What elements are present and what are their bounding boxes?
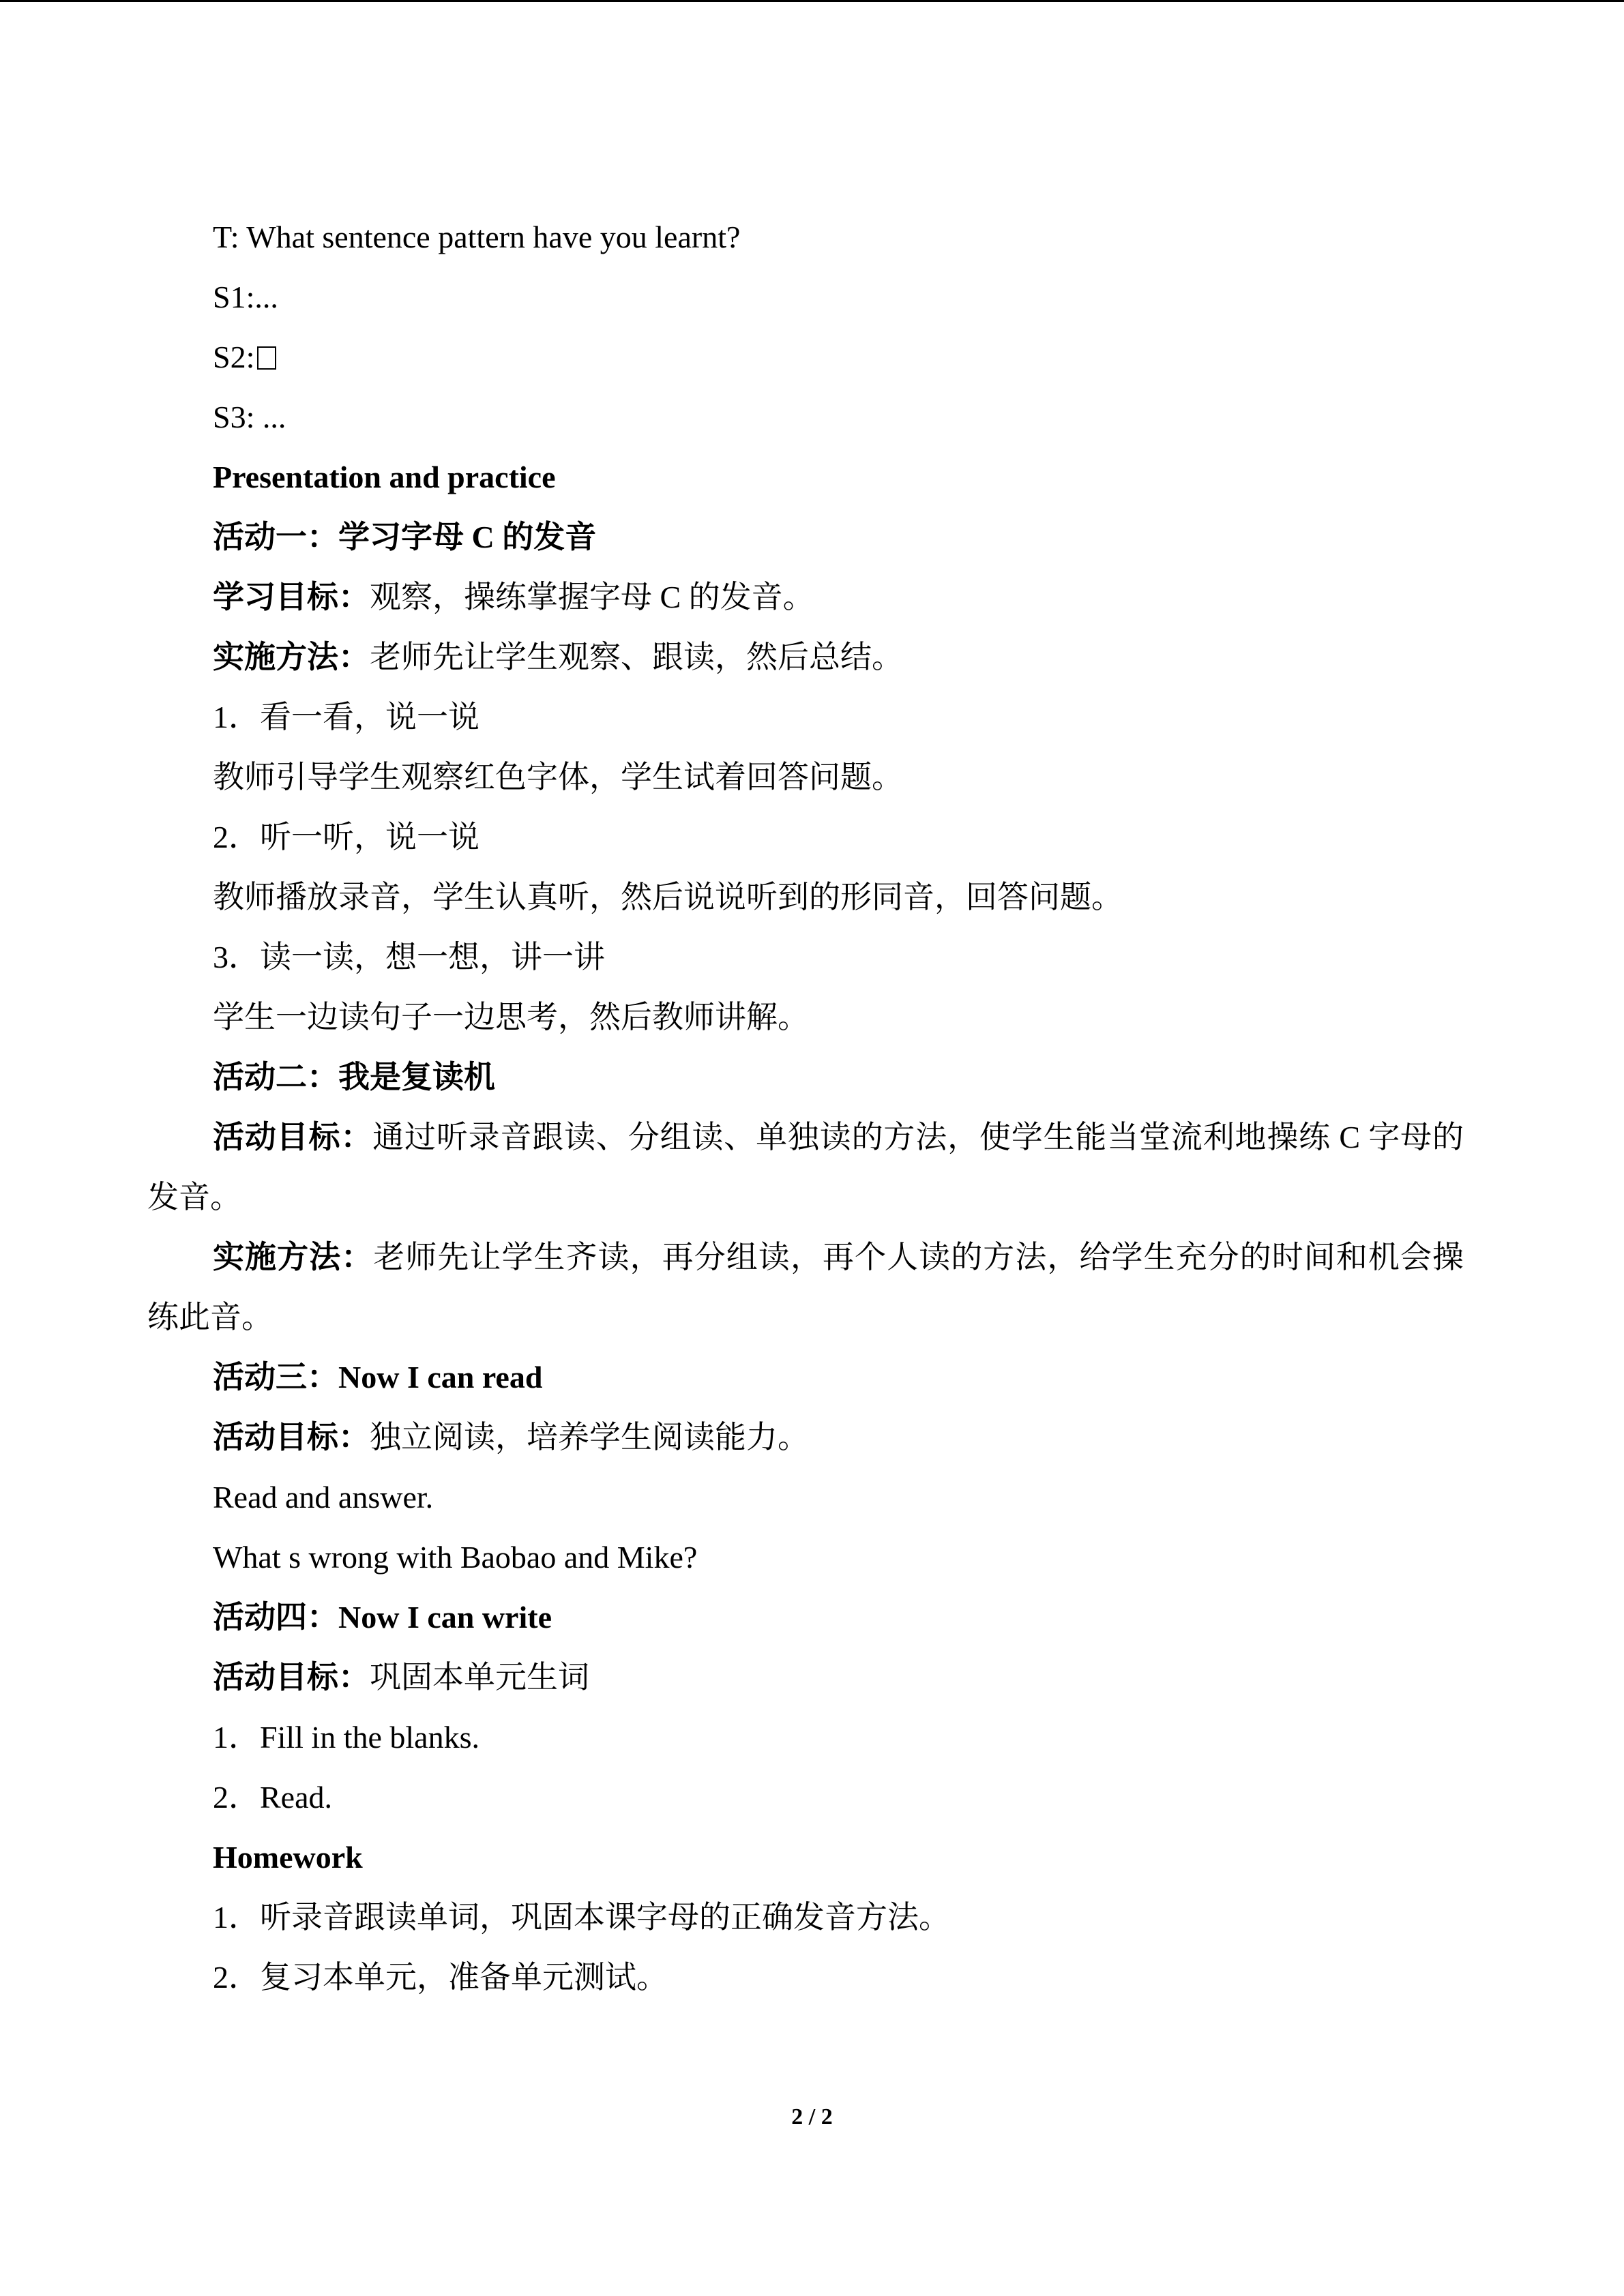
activity1-goal-label: 学习目标： bbox=[213, 580, 370, 614]
activity4-title: 活动四：Now I can write bbox=[213, 1600, 552, 1635]
dialogue-s2-text: S2: bbox=[213, 340, 255, 374]
activity1-method-text: 老师先让学生观察、跟读，然后总结。 bbox=[370, 640, 903, 674]
homework-item1: 1．听录音跟读单词，巩固本课字母的正确发音方法。 bbox=[213, 1900, 950, 1935]
activity1-goal bbox=[213, 577, 814, 618]
activity3-goal-text: 独立阅读，培养学生阅读能力。 bbox=[370, 1420, 809, 1455]
activity4-item2: 2．Read. bbox=[213, 1780, 333, 1815]
step1-title: 1．看一看，说一说 bbox=[213, 700, 479, 734]
activity2-method-text: 老师先让学生齐读，再分组读，再个人读的方法，给学生充分的时间和机会操练此音。 bbox=[147, 1240, 1464, 1335]
dialogue-s2 bbox=[213, 337, 276, 378]
activity2-goal-text: 通过听录音跟读、分组读、单独读的方法，使学生能当堂流利地操练 C 字母的发音。 bbox=[147, 1120, 1464, 1214]
step2-title: 2．听一听，说一说 bbox=[213, 820, 479, 854]
step3-text: 学生一边读句子一边思考，然后教师讲解。 bbox=[213, 1000, 809, 1034]
page-number: 2 / 2 bbox=[791, 2104, 833, 2130]
activity1-goal-text: 观察，操练掌握字母 C 的发音。 bbox=[370, 580, 814, 614]
dialogue-teacher: T: What sentence pattern have you learnt? bbox=[213, 220, 741, 254]
section-heading-homework: Homework bbox=[213, 1840, 363, 1875]
activity1-method bbox=[213, 637, 903, 678]
activity2-method bbox=[147, 1227, 1464, 1347]
activity4-goal-label: 活动目标： bbox=[213, 1660, 370, 1695]
step2-text: 教师播放录音，学生认真听，然后说说听到的形同音，回答问题。 bbox=[213, 880, 1123, 914]
activity3-goal-label: 活动目标： bbox=[213, 1420, 370, 1455]
step3-title: 3．读一读，想一想，讲一讲 bbox=[213, 940, 605, 974]
dialogue-s3: S3: ... bbox=[213, 400, 286, 434]
placeholder-box-icon bbox=[257, 346, 276, 370]
activity2-goal-label: 活动目标： bbox=[213, 1120, 373, 1154]
activity3-question1: Read and answer. bbox=[213, 1480, 434, 1515]
activity3-question2: What s wrong with Baobao and Mike? bbox=[213, 1540, 698, 1575]
activity4-item1: 1．Fill in the blanks. bbox=[213, 1720, 479, 1755]
activity1-title: 活动一：学习字母 C 的发音 bbox=[213, 520, 597, 554]
activity4-goal-text: 巩固本单元生词 bbox=[370, 1660, 589, 1695]
activity2-goal bbox=[147, 1107, 1464, 1227]
section-heading-presentation: Presentation and practice bbox=[213, 460, 556, 494]
activity2-method-label: 实施方法： bbox=[213, 1240, 374, 1274]
homework-item2: 2．复习本单元，准备单元测试。 bbox=[213, 1960, 668, 1995]
activity3-title: 活动三：Now I can read bbox=[213, 1360, 543, 1395]
activity1-method-label: 实施方法： bbox=[213, 640, 370, 674]
activity3-goal bbox=[213, 1417, 809, 1458]
activity2-title: 活动二：我是复读机 bbox=[213, 1060, 495, 1094]
dialogue-s1: S1:... bbox=[213, 280, 278, 314]
activity4-goal bbox=[213, 1657, 589, 1698]
step1-text: 教师引导学生观察红色字体，学生试着回答问题。 bbox=[213, 760, 903, 794]
